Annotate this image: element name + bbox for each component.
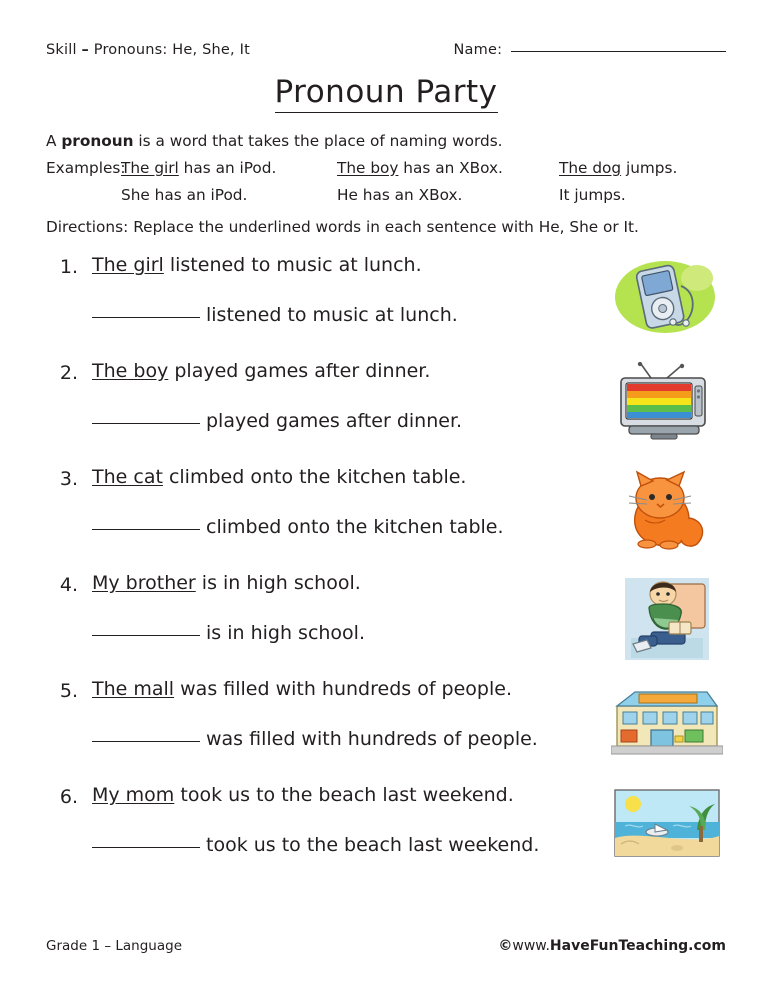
definition-pre: A <box>46 132 62 150</box>
question-art <box>608 678 726 784</box>
question-prompt <box>92 254 602 278</box>
definition-post: is a word that takes the place of naming words. <box>133 132 503 150</box>
examples-row-2 <box>46 183 726 208</box>
question-prompt <box>92 466 602 490</box>
title-container <box>46 74 726 113</box>
example-1-prompt <box>121 156 337 181</box>
question-number: 5. <box>59 680 78 703</box>
question-body <box>92 360 602 466</box>
question-rest: is in high school. <box>195 572 361 595</box>
skill-line <box>46 42 250 58</box>
question-item <box>46 678 726 784</box>
question-prompt <box>92 784 602 808</box>
question-underlined-phrase: My brother <box>92 572 196 595</box>
name-label: Name: <box>453 42 503 58</box>
answer-blank[interactable] <box>92 423 200 424</box>
question-number: 6. <box>59 786 78 809</box>
directions-label: Directions: <box>46 218 129 237</box>
question-prompt <box>92 572 602 596</box>
example-2-subject: The boy <box>337 158 399 177</box>
question-answer-line[interactable] <box>92 304 602 328</box>
examples-row-1 <box>46 156 726 181</box>
question-item <box>46 254 726 360</box>
copyright-symbol: © <box>498 938 513 954</box>
example-1-rest: has an iPod. <box>178 158 277 177</box>
question-underlined-phrase: My mom <box>92 784 175 807</box>
question-art <box>608 254 726 360</box>
directions-text: Replace the underlined words in each sentence with He, She or It. <box>133 218 639 237</box>
question-answer-line[interactable] <box>92 728 602 752</box>
beach-scene-icon <box>611 786 723 862</box>
examples-label-spacer <box>46 183 121 208</box>
answer-blank[interactable] <box>92 741 200 742</box>
name-field-group[interactable] <box>454 42 726 58</box>
question-number: 1. <box>59 256 78 279</box>
site-www: www. <box>512 938 550 954</box>
question-underlined-phrase: The mall <box>92 678 175 701</box>
name-input-rule[interactable] <box>511 51 726 52</box>
question-item <box>46 784 726 890</box>
answer-rest: is in high school. <box>206 621 365 644</box>
example-3-rest: jumps. <box>621 158 678 177</box>
definition-keyword: pronoun <box>61 132 134 150</box>
definition-line <box>46 129 726 154</box>
question-body <box>92 466 602 572</box>
example-2-prompt <box>337 156 559 181</box>
answer-blank[interactable] <box>92 847 200 848</box>
site-name: HaveFunTeaching.com <box>549 938 726 954</box>
questions-list <box>46 254 726 890</box>
intro-block <box>46 129 726 240</box>
question-body <box>92 254 602 360</box>
question-item <box>46 466 726 572</box>
example-1-answer: She has an iPod. <box>121 185 248 204</box>
question-number: 2. <box>59 362 78 385</box>
example-2-answer: He has an XBox. <box>337 185 463 204</box>
question-number: 3. <box>59 468 78 491</box>
grade-line: Grade 1 – Language <box>46 938 182 954</box>
answer-blank[interactable] <box>92 529 200 530</box>
example-1-subject: The girl <box>121 158 179 177</box>
question-answer-line[interactable] <box>92 622 602 646</box>
question-prompt <box>92 360 602 384</box>
example-3-subject: The dog <box>559 158 622 177</box>
question-rest: took us to the beach last weekend. <box>174 784 514 807</box>
answer-blank[interactable] <box>92 635 200 636</box>
question-underlined-phrase: The cat <box>92 466 163 489</box>
answer-rest: played games after dinner. <box>206 409 463 432</box>
question-number: 4. <box>59 574 78 597</box>
question-art <box>608 572 726 678</box>
question-item <box>46 360 726 466</box>
orange-cat-icon <box>611 468 723 552</box>
shopping-mall-building-icon <box>611 680 723 756</box>
question-art <box>608 360 726 466</box>
skill-text: Pronouns: He, She, It <box>93 42 250 58</box>
question-body <box>92 784 602 890</box>
answer-blank[interactable] <box>92 317 200 318</box>
boy-sitting-reading-icon <box>611 574 723 664</box>
site-credit <box>498 938 726 954</box>
question-underlined-phrase: The girl <box>92 254 164 277</box>
question-rest: played games after dinner. <box>168 360 431 383</box>
worksheet-header <box>46 42 726 58</box>
television-icon <box>611 362 723 444</box>
question-art <box>608 784 726 890</box>
question-body <box>92 678 602 784</box>
question-rest: listened to music at lunch. <box>163 254 422 277</box>
question-rest: was filled with hundreds of people. <box>174 678 512 701</box>
question-answer-line[interactable] <box>92 516 602 540</box>
question-body <box>92 572 602 678</box>
question-rest: climbed onto the kitchen table. <box>162 466 467 489</box>
answer-rest: took us to the beach last weekend. <box>206 833 540 856</box>
question-art <box>608 466 726 572</box>
question-prompt <box>92 678 602 702</box>
answer-rest: was filled with hundreds of people. <box>206 727 538 750</box>
answer-rest: climbed onto the kitchen table. <box>206 515 504 538</box>
example-3-answer: It jumps. <box>559 185 626 204</box>
question-answer-line[interactable] <box>92 410 602 434</box>
page-title: Pronoun Party <box>275 74 498 113</box>
ipod-mp3-player-icon <box>611 256 723 338</box>
example-2-rest: has an XBox. <box>398 158 503 177</box>
skill-prefix: Skill <box>46 42 77 58</box>
question-item <box>46 572 726 678</box>
directions-row <box>46 215 726 240</box>
examples-label: Examples: <box>46 158 126 177</box>
question-underlined-phrase: The boy <box>92 360 169 383</box>
worksheet-footer <box>46 938 726 954</box>
question-answer-line[interactable] <box>92 834 602 858</box>
skill-dash: – <box>81 42 89 58</box>
answer-rest: listened to music at lunch. <box>206 303 458 326</box>
example-3-prompt <box>559 156 772 181</box>
